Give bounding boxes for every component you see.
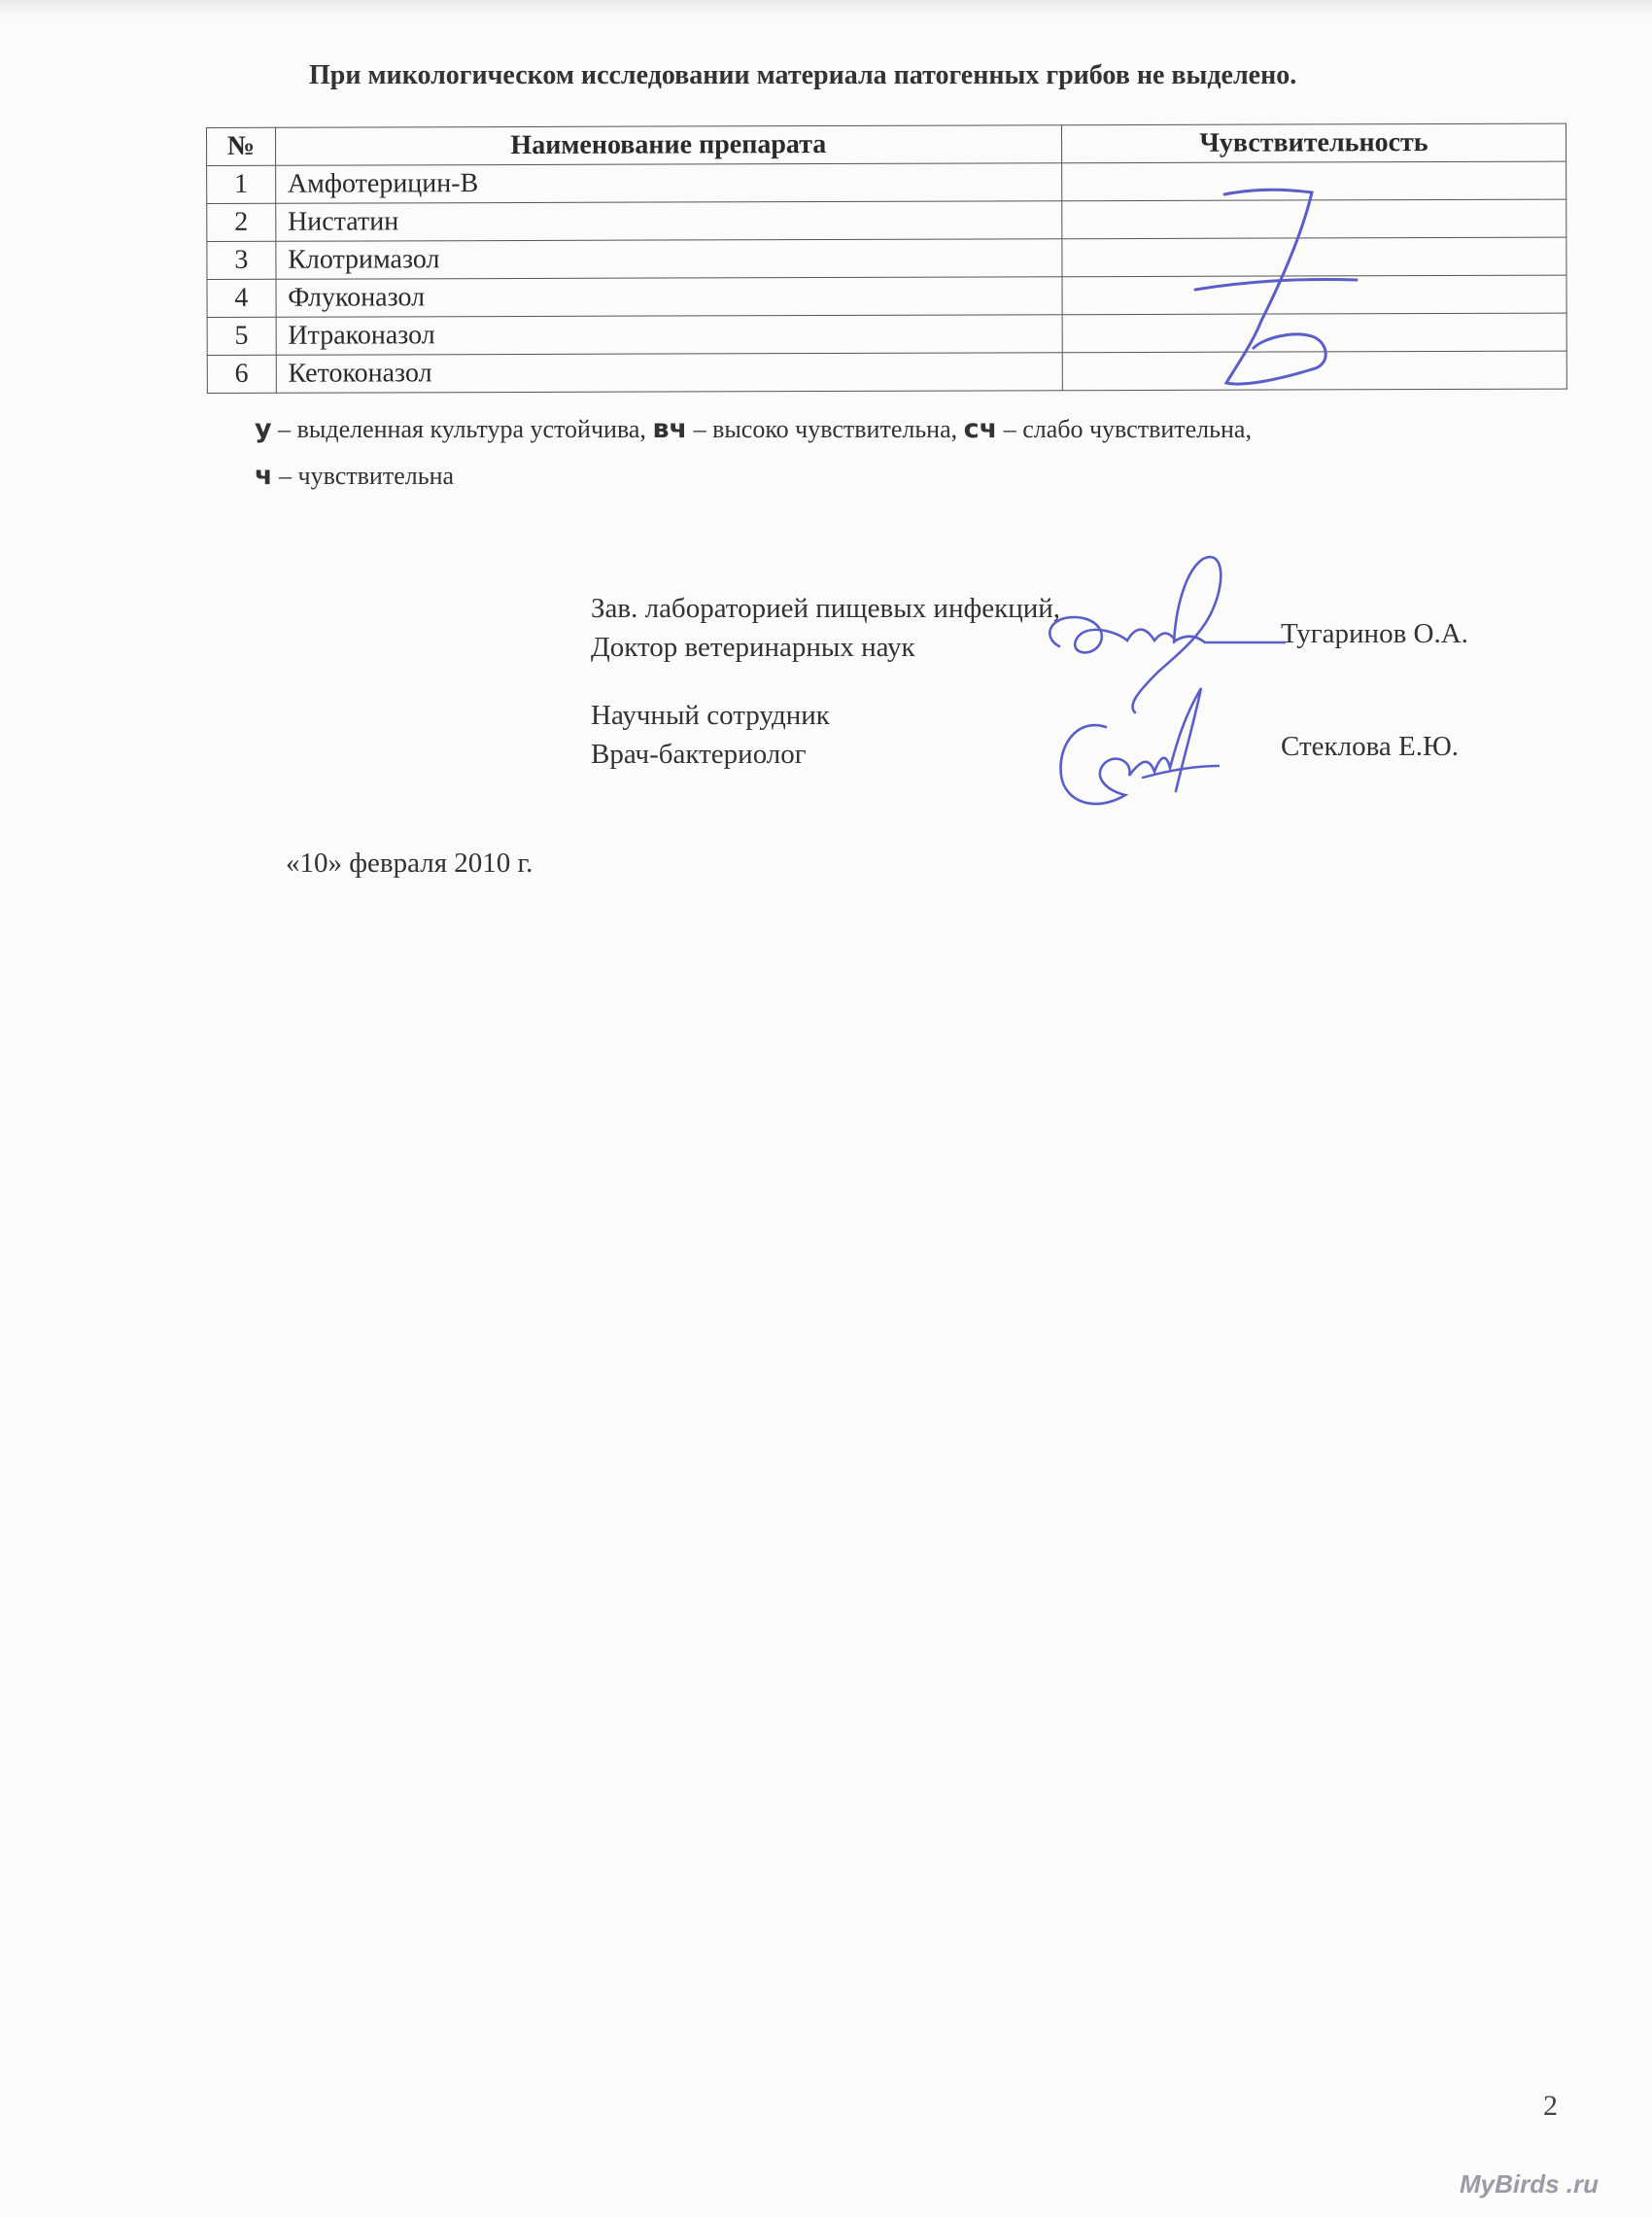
row-number: 2 xyxy=(207,203,276,241)
row-number: 5 xyxy=(207,317,276,355)
row-number: 4 xyxy=(207,279,276,317)
legend-abbr-sch: сч xyxy=(963,414,998,444)
sensitivity-strikethrough-scribble xyxy=(1166,175,1380,408)
col-header-drug-name: Наименование препарата xyxy=(275,125,1061,166)
researcher-position: Врач-бактериолог xyxy=(591,739,807,770)
legend-line-1 xyxy=(255,414,1252,444)
legend-abbr-vch: вч xyxy=(652,414,688,444)
researcher-name: Стеклова Е.Ю. xyxy=(1281,731,1460,762)
col-header-sensitivity: Чувствительность xyxy=(1061,123,1566,163)
researcher-signature-block xyxy=(591,696,830,774)
row-number: 3 xyxy=(207,241,276,279)
legend-abbr-u: у xyxy=(255,414,272,444)
page-number: 2 xyxy=(1543,2090,1558,2122)
drug-name: Итраконазол xyxy=(276,315,1062,356)
researcher-signature xyxy=(1048,678,1252,824)
conclusion-heading: При микологическом исследовании материала патогенных грибов не выделено. xyxy=(309,60,1297,90)
row-number: 6 xyxy=(207,355,276,393)
legend-text-vch: – высоко чувствительна, xyxy=(687,415,964,443)
document-date: «10» февраля 2010 г. xyxy=(286,848,533,879)
legend-text-sch: – слабо чувствительна, xyxy=(997,415,1252,443)
drug-name: Клотримазол xyxy=(276,239,1062,280)
table-header-row xyxy=(207,123,1566,165)
drug-name: Флуконазол xyxy=(276,277,1062,318)
legend-text-u: – выделенная культура устойчива, xyxy=(271,415,653,443)
drug-name: Кетоконазол xyxy=(276,353,1062,394)
row-number: 1 xyxy=(207,165,276,203)
legend-line-2 xyxy=(255,461,454,491)
head-signature-block xyxy=(591,589,1060,667)
drug-name: Нистатин xyxy=(275,201,1061,242)
site-watermark: MyBirds .ru xyxy=(1460,2169,1600,2199)
scan-edge-shadow xyxy=(0,0,1652,17)
legend-text-ch: – чувствительна xyxy=(272,462,455,490)
legend-abbr-ch: ч xyxy=(255,461,273,491)
head-name: Тугаринов О.А. xyxy=(1281,618,1468,649)
head-title: Зав. лабораторией пищевых инфекций, xyxy=(591,593,1061,624)
head-degree: Доктор ветеринарных наук xyxy=(591,632,915,663)
researcher-title: Научный сотрудник xyxy=(591,700,830,731)
col-header-number: № xyxy=(207,127,276,165)
drug-name: Амфотерицин-В xyxy=(275,163,1061,204)
